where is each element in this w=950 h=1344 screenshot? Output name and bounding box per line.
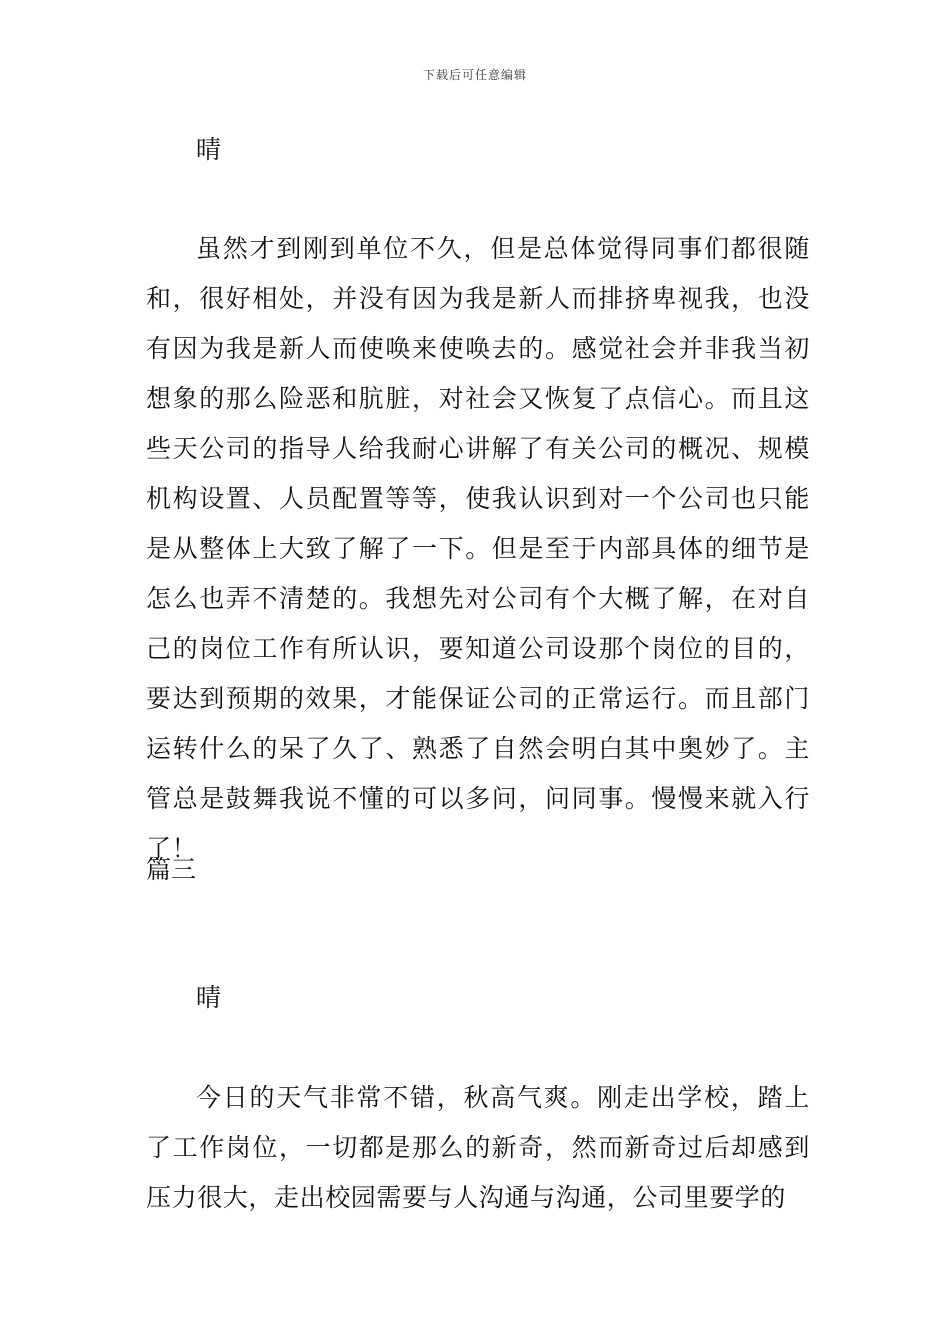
diary-paragraph: 虽然才到刚到单位不久，但是总体觉得同事们都很随和，很好相处，并没有因为我是新人而排挤卑视我，也没有因为我是新人而使唤来使唤去的。感觉社会并非我当初想象的那么险恶和肮脏，对社会又恢复了点信心。而且这些天公司的指导人给我耐心讲解了有关公司的概况、规模机构设置、人员配置等等，使我认识到对一个公司也只能是从整体上大致了解了一下。但是至于内部具体的细节是怎么也弄不清楚的。我想先对公司有个大概了解，在对自己的岗位工作有所认识，要知道公司设那个岗位的目的，要达到预期的效果，才能保证公司的正常运行。而且部门运转什么的呆了久了、熟悉了自然会明白其中奥妙了。主管总是鼓舞我说不懂的可以多问，问同事。慢慢来就入行了！ [146,234,810,863]
weather-label: 晴 [196,135,222,164]
section-title: 篇三 [146,855,197,884]
page-header-note: 下载后可任意编辑 [422,68,527,82]
weather-label: 晴 [196,983,222,1012]
diary-paragraph: 今日的天气非常不错，秋高气爽。刚走出学校，踏上了工作岗位，一切都是那么的新奇，然而新奇过后却感到压力很大，走出校园需要与人沟通与沟通，公司里要学的 [146,1083,810,1212]
